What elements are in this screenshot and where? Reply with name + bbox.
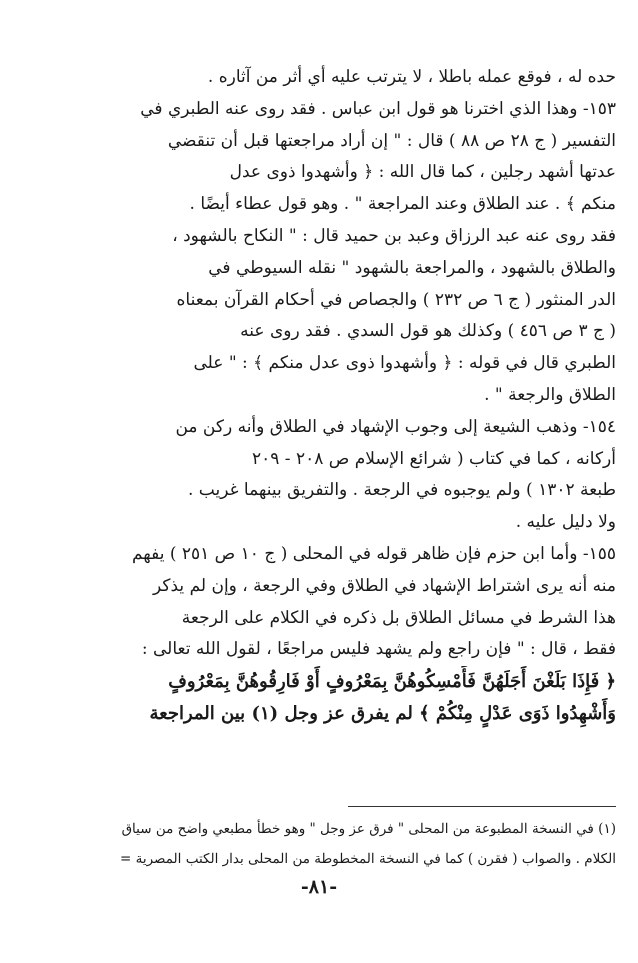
quran-verse-line: وَأَشْهِدُوا ذَوَى عَدْلٍ مِنْكُمْ ﴾ لم يفرق عز وجل (١) بين المراجعة [149,702,616,724]
paragraph-154-start: ١٥٤- وذهب الشيعة إلى وجوب الإشهاد في الطلاق وأنه ركن من [175,416,616,437]
footnote-line: (١) في النسخة المطبوعة من المحلى " فرق عز وجل " وهو خطأ مطبعي واضح من سياق [121,821,616,837]
page-number: -٨١- [300,876,338,898]
body-text [26,62,616,730]
text-line: فقد روى عنه عبد الرزاق وعبد بن حميد قال : " النكاح بالشهود ، [172,225,616,246]
quran-verse-line: ﴿ فَإِذَا بَلَغْنَ أَجَلَهُنَّ فَأَمْسِكُوهُنَّ بِمَعْرُوفٍ أَوْ فَارِقُوهُنَّ بِمَعْرُوفٍ [168,671,616,693]
paragraph-155-start: ١٥٥- وأما ابن حزم فإن ظاهر قوله في المحلى ( ج ١٠ ص ٢٥١ ) يفهم [131,543,616,564]
text-line: عدتها أشهد رجلين ، كما قال الله : ﴿ وأشهدوا ذوى عدل [229,162,616,183]
text-line: طبعة ١٣٠٢ ) ولم يوجبوه في الرجعة . والتفريق بينهما غريب . [187,480,616,501]
text-line: فقط ، قال : " فإن راجع ولم يشهد فليس مراجعًا ، لقول الله تعالى : [141,639,616,660]
text-line: الدر المنثور ( ج ٦ ص ٢٣٢ ) والجصاص في أحكام القرآن بمعناه [176,289,616,310]
text-line: الطلاق والرجعة " . [484,384,616,405]
paragraph-153-start: ١٥٣- وهذا الذي اخترنا هو قول ابن عباس . فقد روى عنه الطبري في [140,98,616,119]
text-line: الطبري قال في قوله : ﴿ وأشهدوا ذوى عدل منكم ﴾ : " على [193,353,616,374]
text-line: والطلاق بالشهود ، والمراجعة بالشهود " نقله السيوطي في [208,257,616,278]
footnote-separator [348,806,616,807]
text-line: أركانه ، كما في كتاب ( شرائع الإسلام ص ٢٠٨ - ٢٠٩ [252,448,616,469]
footnotes [26,814,616,874]
footnote-line: الكلام . والصواب ( فقرن ) كما في النسخة المخطوطة من المحلى بدار الكتب المصرية = [120,851,616,867]
text-line: حده له ، فوقع عمله باطلا ، لا يترتب عليه أي أثر من آثاره . [207,67,616,87]
text-line: منه أنه يرى اشتراط الإشهاد في الطلاق وفي الرجعة ، وإن لم يذكر [153,575,616,596]
text-line: هذا الشرط في مسائل الطلاق بل ذكره في الكلام على الرجعة [181,607,616,628]
text-line: ( ج ٣ ص ٤٥٦ ) وكذلك هو قول السدي . فقد روى عنه [240,321,616,342]
text-line: منكم ﴾ . عند الطلاق وعند المراجعة " . وهو قول عطاء أيضًا . [189,194,616,215]
text-line: ولا دليل عليه . [515,512,616,533]
text-line: التفسير ( ج ٢٨ ص ٨٨ ) قال : " إن أراد مراجعتها قبل أن تنقضي [167,130,616,151]
